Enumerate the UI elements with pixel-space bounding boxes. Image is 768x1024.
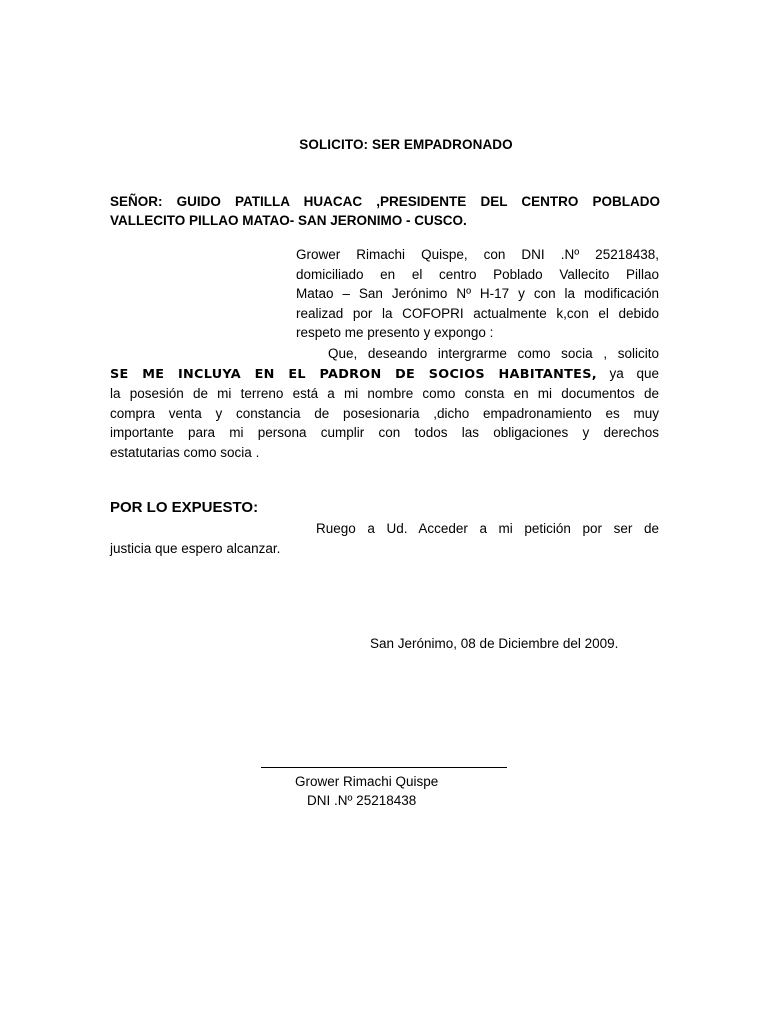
- body-line: compra venta y constancia de posesionaria ,dicho empadronamiento es muy: [110, 405, 659, 421]
- addressee-block: [110, 192, 660, 230]
- intro-paragraph: [296, 245, 659, 343]
- intro-line: domiciliado en el centro Poblado Vallecito Pillao: [296, 266, 659, 282]
- intro-line: Matao – San Jerónimo Nº H-17 y con la modificación: [296, 286, 659, 301]
- request-text: SE ME INCLUYA EN EL PADRON DE SOCIOS HABITANTES,: [110, 366, 597, 382]
- body-line-request: [110, 364, 659, 385]
- body-line-tail: ya que: [596, 365, 659, 381]
- plea-paragraph: [110, 519, 659, 559]
- plea-line: Ruego a Ud. Acceder a mi petición por ser de: [316, 521, 659, 536]
- addressee-line-1: SEÑOR: GUIDO PATILLA HUACAC ,PRESIDENTE DEL CENTRO POBLADO: [110, 194, 660, 209]
- signature-name: Grower Rimachi Quispe: [295, 774, 439, 789]
- body-line: estatutarias como socia .: [110, 444, 260, 460]
- signature-dni: DNI .Nº 25218438: [307, 793, 417, 808]
- conclusion-heading: POR LO EXPUESTO:: [110, 499, 259, 516]
- place-date: San Jerónimo, 08 de Diciembre del 2009.: [370, 636, 619, 651]
- body-line: importante para mi persona cumplir con todos las obligaciones y derechos: [110, 425, 659, 440]
- intro-line: respeto me presento y expongo :: [296, 325, 494, 340]
- addressee-line-2: VALLECITO PILLAO MATAO- SAN JERONIMO - CUSCO.: [110, 213, 467, 228]
- signature-line: [261, 767, 507, 768]
- intro-line: realizad por la COFOPRI actualmente k,con el debido: [296, 305, 659, 321]
- plea-line: justicia que espero alcanzar.: [110, 541, 281, 556]
- subject-line: SOLICITO: SER EMPADRONADO: [299, 137, 513, 152]
- intro-line: Grower Rimachi Quispe, con DNI .Nº 25218438,: [296, 247, 659, 262]
- request-paragraph: [110, 344, 659, 462]
- body-line: Que, deseando intergrarme como socia , solicito: [328, 346, 659, 361]
- body-line: la posesión de mi terreno está a mi nombre como consta en mi documentos de: [110, 386, 659, 401]
